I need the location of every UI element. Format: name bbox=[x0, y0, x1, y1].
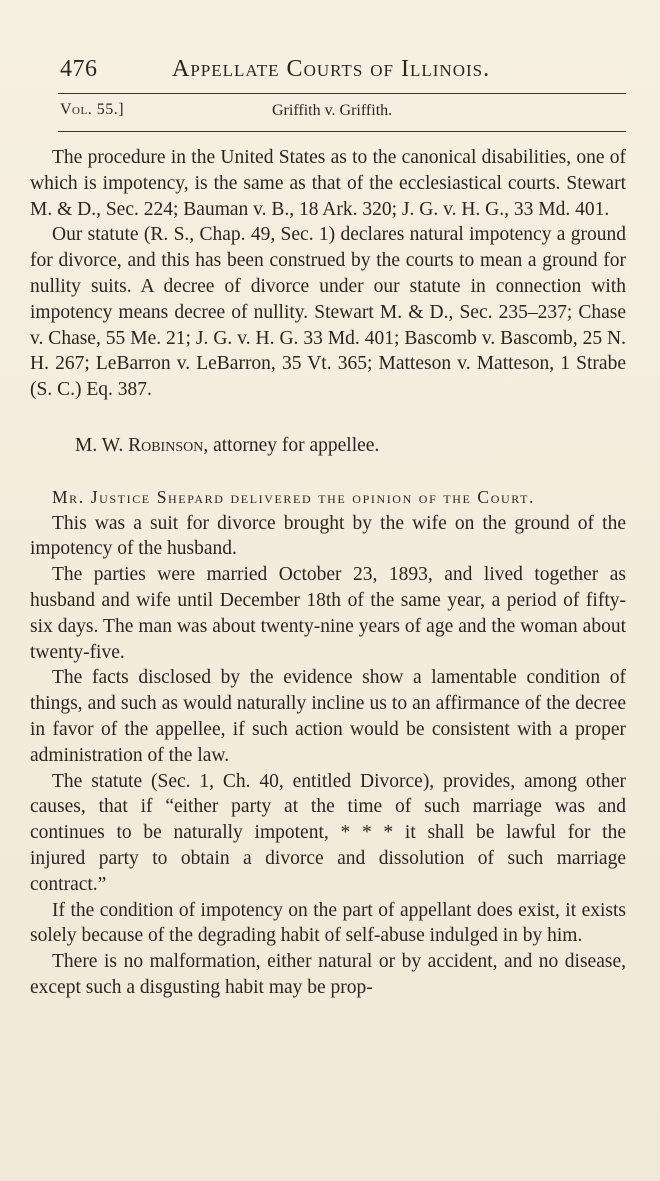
page-number: 476 bbox=[60, 56, 98, 82]
opinion-paragraph: If the condition of impotency on the part of appellant does exist, it exists solely because of the degrading habit of self-abuse indulged in by him. bbox=[30, 899, 626, 947]
argument-paragraph: Our statute (R. S., Chap. 49, Sec. 1) declares natural impotency a ground for divorce, and this has been construed by the courts to mean a ground for nullity suits. A decree of divorce under our statute in connection with impotency means decree of nullity. Stewart M. & D., Sec. 235–237; Chase v. Chase, 55 Me. 21; J. G. v. H. G. 33 Md. 401; Bascomb v. Bascomb, 25 N. H. 267; LeBarron v. LeBarron, 35 Vt. 365; Matteson v. Matteson, 1 Strabe (S. C.) Eq. 387. bbox=[30, 224, 626, 401]
case-name: Griffith v. Griffith. bbox=[272, 102, 393, 119]
case-header bbox=[60, 101, 628, 127]
opinion-paragraph: The facts disclosed by the evidence show a lamentable condition of things, and such as would naturally incline us to an affirmance of the decree in favor of the appellee, if such action would be consistent with a proper administration of the law. bbox=[30, 667, 626, 766]
opinion-paragraph: This was a suit for divorce brought by the wife on the ground of the impotency of the husband. bbox=[30, 512, 626, 560]
opinion-paragraph: The parties were married October 23, 1893, and lived together as husband and wife until December 18th of the same year, a period of fifty-six days. The man was about twenty-nine years of age and the woman about twenty-five. bbox=[30, 564, 626, 663]
attorney-line bbox=[30, 433, 626, 459]
running-title: Appellate Courts of Illinois. bbox=[172, 56, 491, 82]
page-header bbox=[60, 56, 525, 92]
opinion-paragraph: There is no malformation, either natural or by accident, and no disease, except such a disgusting habit may be prop- bbox=[30, 951, 626, 998]
header-rule-bottom bbox=[58, 131, 626, 132]
argument-paragraph: The procedure in the United States as to the canonical disabilities, one of which is impotency, is the same as that of the ecclesiastical courts. Stewart M. & D., Sec. 224; Bauman v. B., 18 Ark. 320; J. G. v. H. G., 33 Md. 401. bbox=[30, 147, 626, 220]
volume-label: Vol. 55.] bbox=[60, 101, 125, 118]
page-body bbox=[30, 145, 626, 1001]
opinion-heading: Mr. Justice Shepard delivered the opinion of the Court. bbox=[52, 486, 536, 507]
opinion-paragraph: The statute (Sec. 1, Ch. 40, entitled Divorce), provides, among other causes, that if “either party at the time of such marriage was and continues to be naturally impotent, * * * it shall be lawful for the injured party to obtain a divorce and dissolution of such marriage contract.” bbox=[30, 770, 626, 895]
attorney-name: M. W. Robinson bbox=[75, 434, 204, 456]
header-rule-top bbox=[58, 93, 626, 94]
attorney-role: , attorney for appellee. bbox=[203, 434, 380, 456]
